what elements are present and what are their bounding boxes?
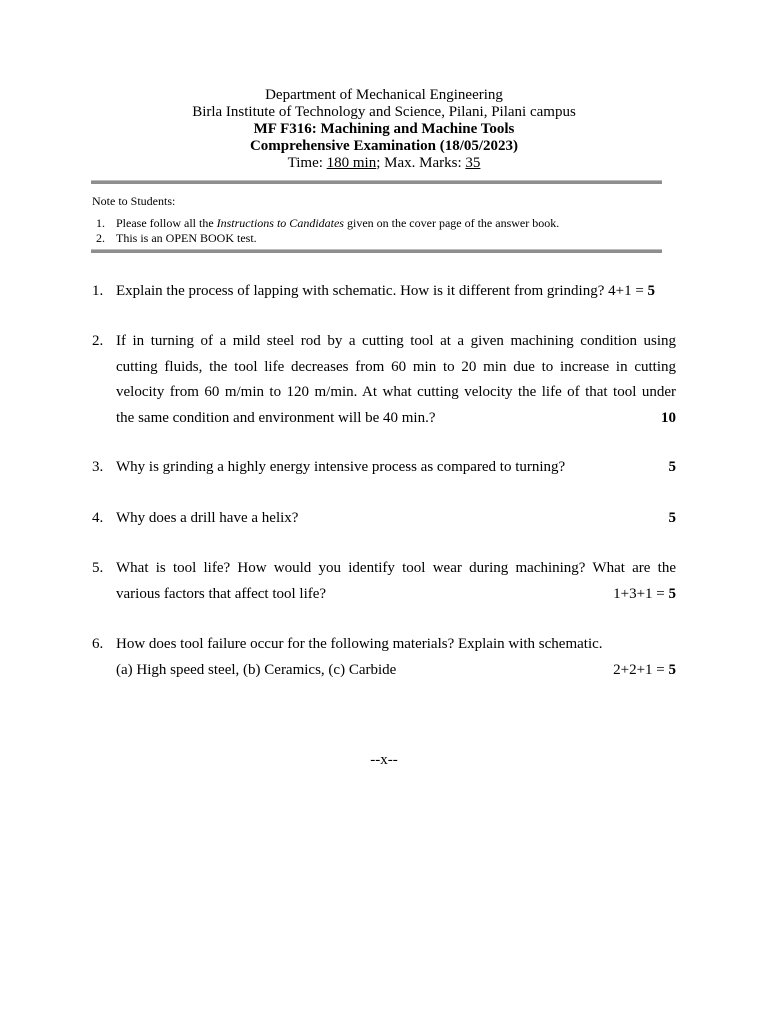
question-number: 4. (92, 510, 104, 526)
note-text: given on the cover page of the answer book. (343, 216, 560, 230)
question-text: Why is grinding a highly energy intensive process as compared to turning? (116, 459, 566, 475)
question-text: Why does a drill have a helix? (116, 510, 299, 526)
marks-value: 35 (465, 155, 481, 171)
question-line (116, 279, 676, 305)
question-5 (92, 556, 676, 607)
question-marks: 5 (668, 510, 676, 526)
question-number: 6. (92, 636, 104, 652)
question-text: (a) High speed steel, (b) Ceramics, (c) Carbide (116, 661, 397, 678)
time-value: 180 min (326, 155, 377, 171)
question-3 (92, 455, 676, 481)
question-line: What is tool life? How would you identify tool wear during machining? What are the (116, 560, 676, 576)
marks-label: ; Max. Marks: (376, 155, 466, 171)
question-1 (92, 279, 676, 305)
question-line (116, 582, 676, 608)
question-line: velocity from 60 m/min to 120 m/min. At what cutting velocity the life of that tool under (116, 384, 676, 400)
note-text: Please follow all the (116, 216, 217, 230)
divider-top (91, 180, 662, 184)
question-line (116, 658, 676, 684)
question-2 (92, 329, 676, 431)
question-marks: 5 (647, 283, 656, 299)
question-number: 2. (92, 333, 104, 349)
question-number: 1. (92, 283, 104, 299)
question-line: How does tool failure occur for the following materials? Explain with schematic. (116, 636, 603, 652)
question-text: Explain the process of lapping with schematic. How is it different from grinding? 4+1 = (116, 283, 648, 299)
divider-bottom (91, 249, 662, 253)
question-6 (92, 632, 676, 683)
question-marks-breakdown: 1+3+1 = (613, 585, 669, 602)
question-line: If in turning of a mild steel rod by a cutting tool at a given machining condition using (116, 333, 676, 349)
question-text: various factors that affect tool life? (116, 585, 327, 602)
note-number: 2. (96, 231, 105, 245)
question-marks: 10 (661, 409, 676, 426)
note-number: 1. (96, 216, 105, 230)
question-text: the same condition and environment will be 40 min.? (116, 409, 436, 426)
institute: Birla Institute of Technology and Science, Pilani, Pilani campus (192, 104, 576, 120)
question-line (116, 406, 676, 432)
question-line: cutting fluids, the tool life decreases from 60 min to 20 min due to increase in cutting (116, 358, 676, 375)
note-item (92, 216, 662, 231)
note-emphasis: Instructions to Candidates (216, 216, 344, 230)
course-title: MF F316: Machining and Machine Tools (253, 121, 515, 137)
question-4 (92, 506, 676, 532)
time-label: Time: (287, 155, 327, 171)
question-marks: 5 (668, 459, 676, 475)
notes-block (92, 194, 662, 246)
question-line (116, 455, 676, 481)
exam-header (0, 87, 768, 172)
question-number: 3. (92, 459, 104, 475)
department: Department of Mechanical Engineering (265, 87, 503, 103)
question-marks-breakdown: 2+2+1 = (613, 661, 669, 678)
question-marks: 5 (668, 585, 676, 602)
question-line (116, 506, 676, 532)
note-item (92, 231, 662, 246)
exam-title: Comprehensive Examination (18/05/2023) (249, 138, 519, 154)
note-text: This is an OPEN BOOK test. (116, 231, 257, 245)
time-marks-line (0, 155, 768, 172)
end-marker: --x-- (370, 752, 398, 768)
question-number: 5. (92, 560, 104, 576)
notes-title: Note to Students: (92, 194, 176, 208)
question-marks: 5 (668, 661, 676, 678)
